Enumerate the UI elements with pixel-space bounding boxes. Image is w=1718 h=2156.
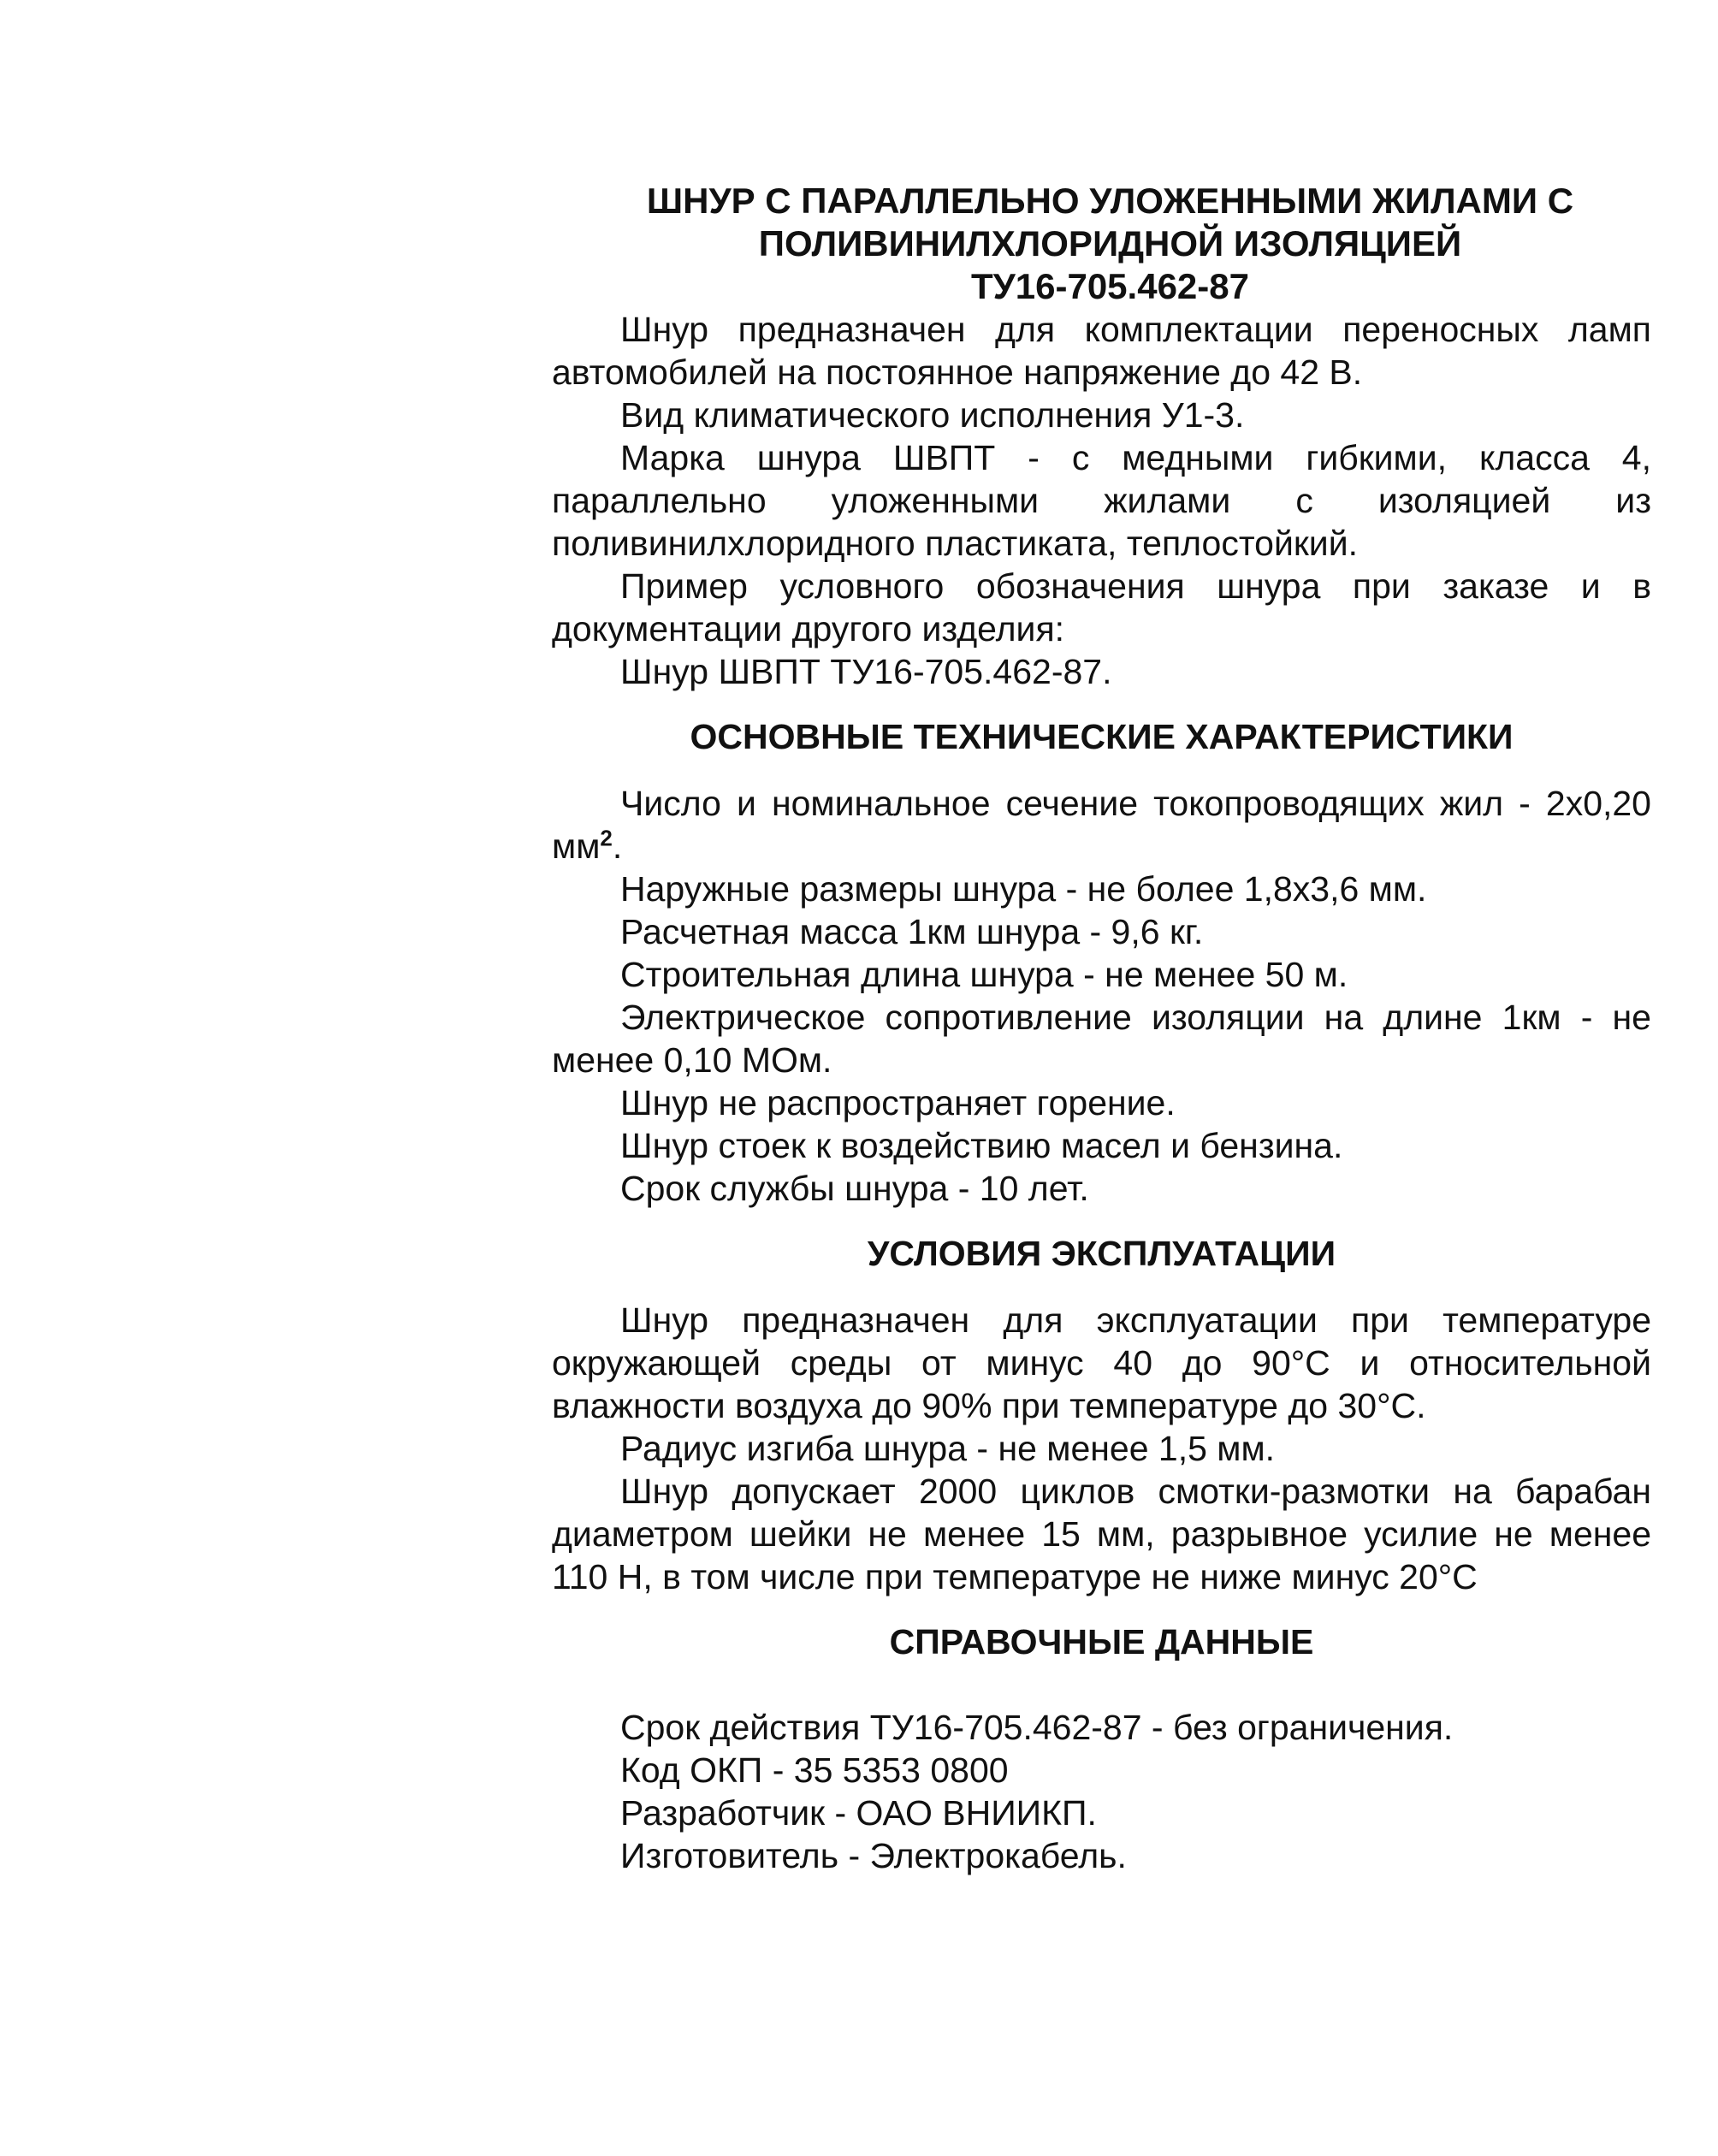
- intro-paragraph-purpose: Шнур предназначен для комплектации переносных ламп автомобилей на постоянное напряжение до 42 В.: [552, 310, 1651, 392]
- document-title: [569, 180, 1651, 308]
- title-line-2: ПОЛИВИНИЛХЛОРИДНОЙ ИЗОЛЯЦИЕЙ: [758, 223, 1462, 264]
- spec-flame: Шнур не распространяет горение.: [620, 1083, 1176, 1122]
- spec-oil-resistance: Шнур стоек к воздействию масел и бензина.: [620, 1126, 1343, 1165]
- operation-heading: УСЛОВИЯ ЭКСПЛУАТАЦИИ: [867, 1234, 1336, 1273]
- reference-developer: Разработчик - ОАО ВНИИКП.: [620, 1793, 1097, 1833]
- document-page: [552, 180, 1651, 1877]
- spec-mass: Расчетная масса 1км шнура - 9,6 кг.: [620, 912, 1204, 951]
- spec-cores-text: Число и номинальное сечение токопроводящих жил - 2х0,20 мм: [552, 784, 1651, 866]
- specs-section: [552, 782, 1651, 1210]
- spec-cores: [552, 782, 1651, 868]
- title-line-1: ШНУР С ПАРАЛЛЕЛЬНО УЛОЖЕННЫМИ ЖИЛАМИ С: [646, 181, 1574, 221]
- spec-dimensions: Наружные размеры шнура - не более 1,8х3,6 мм.: [620, 869, 1427, 909]
- intro-paragraph-brand: Марка шнура ШВПТ - с медными гибкими, класса 4, параллельно уложенными жилами с изоляцией из поливинилхлоридного пластиката, теплостойкий.: [552, 438, 1651, 563]
- operation-section: [552, 1299, 1651, 1598]
- spec-service-life: Срок службы шнура - 10 лет.: [620, 1169, 1089, 1208]
- intro-paragraph-designation: Шнур ШВПТ ТУ16-705.462-87.: [620, 652, 1112, 691]
- operation-cycles: Шнур допускает 2000 циклов смотки-размотки на барабан диаметром шейки не менее 15 мм, разрывное усилие не менее 110 Н, в том числе при температуре не ниже минус 20°С: [552, 1472, 1651, 1596]
- reference-heading: СПРАВОЧНЫЕ ДАННЫЕ: [889, 1622, 1314, 1661]
- spec-cores-end: .: [612, 826, 623, 866]
- spec-resistance: Электрическое сопротивление изоляции на длине 1км - не менее 0,10 МОм.: [552, 998, 1651, 1080]
- intro-paragraph-example: Пример условного обозначения шнура при заказе и в документации другого изделия:: [552, 566, 1651, 649]
- reference-section: [552, 1706, 1651, 1877]
- reference-spacer: [552, 1687, 1651, 1706]
- intro-paragraph-climate: Вид климатического исполнения У1-3.: [620, 395, 1245, 435]
- title-spec-code: ТУ16-705.462-87: [970, 266, 1249, 306]
- spec-length: Строительная длина шнура - не менее 50 м.: [620, 955, 1348, 994]
- reference-manufacturer: Изготовитель - Электрокабель.: [620, 1836, 1127, 1875]
- reference-okp-code: Код ОКП - 35 5353 0800: [620, 1750, 1009, 1790]
- reference-validity: Срок действия ТУ16-705.462-87 - без ограничения.: [620, 1708, 1454, 1747]
- operation-temperature: Шнур предназначен для эксплуатации при температуре окружающей среды от минус 40 до 90°С и относительной влажности воздуха до 90% при температуре до 30°С.: [552, 1300, 1651, 1425]
- operation-bend-radius: Радиус изгиба шнура - не менее 1,5 мм.: [620, 1429, 1276, 1468]
- intro-section: [552, 308, 1651, 693]
- specs-heading: ОСНОВНЫЕ ТЕХНИЧЕСКИЕ ХАРАКТЕРИСТИКИ: [690, 717, 1514, 756]
- spec-cores-superscript: 2: [600, 825, 613, 851]
